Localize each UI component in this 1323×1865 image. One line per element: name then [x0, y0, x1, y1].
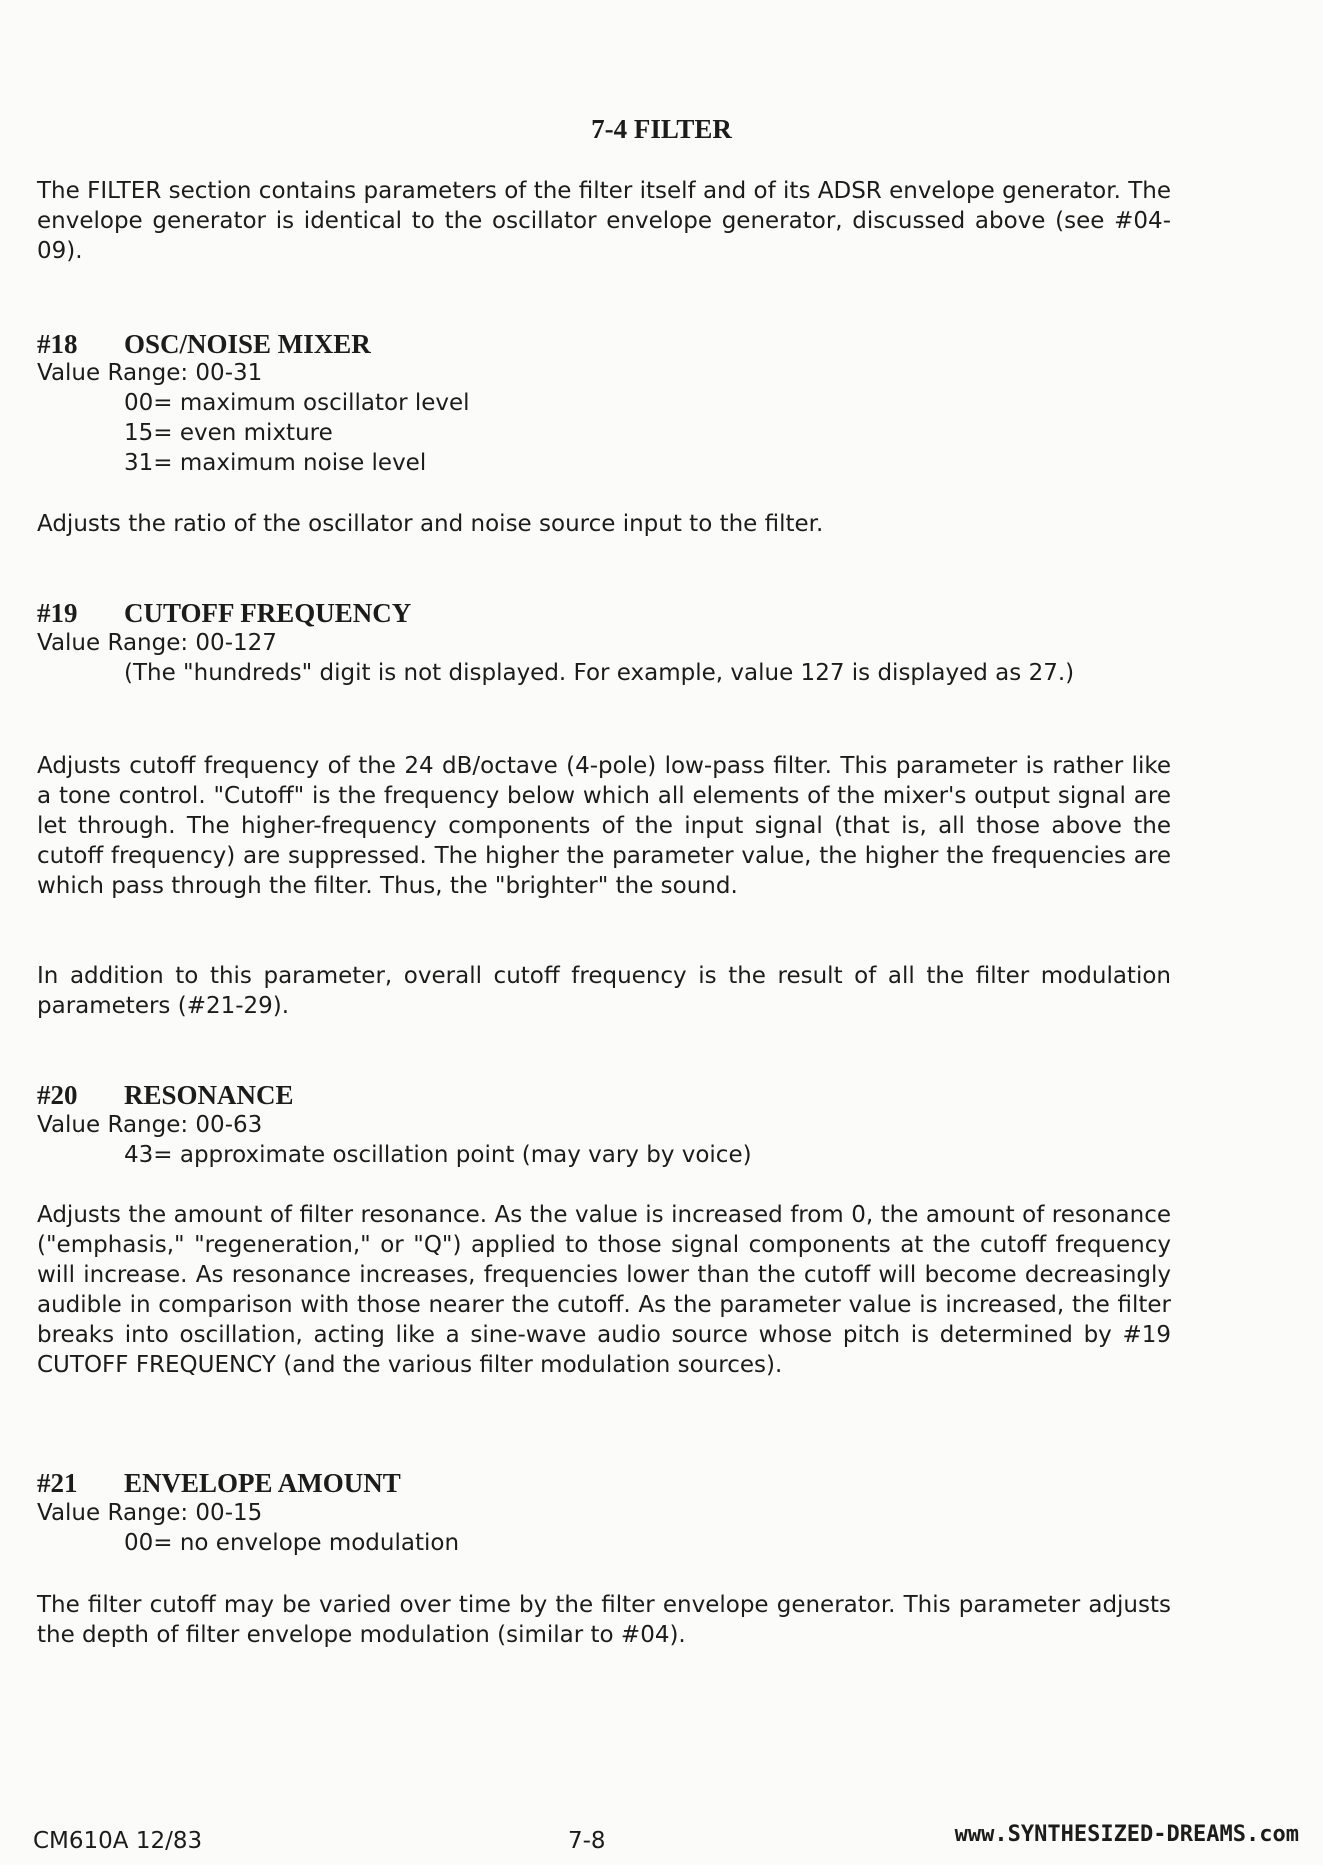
param-19-note: (The "hundreds" digit is not displayed. For example, value 127 is displayed as 27.)	[124, 660, 1075, 686]
param-name: ENVELOPE AMOUNT	[124, 1468, 401, 1498]
param-18-description: Adjusts the ratio of the oscillator and noise source input to the filter.	[37, 511, 824, 537]
param-19-value-range: Value Range: 00-127	[37, 630, 277, 656]
param-number: #20	[37, 1080, 78, 1110]
param-21-value-item: 00= no envelope modulation	[124, 1530, 460, 1556]
param-20-description: Adjusts the amount of filter resonance. As the value is increased from 0, the amount of resonance ("emphasis," "regeneration," or "Q") applied to those signal components at the cutoff frequency will increase. As resonance increases, frequencies lower than the cutoff will become decreasingly audible in comparison with those nearer the cutoff. As the parameter value is increased, the filter breaks into oscillation, acting like a sine-wave audio source whose pitch is determined by #19 CUTOFF FREQUENCY (and the various filter modulation sources).	[37, 1202, 1171, 1378]
param-21-description: The filter cutoff may be varied over time by the filter envelope generator. This parameter adjusts the depth of filter envelope modulation (similar to #04).	[37, 1592, 1171, 1648]
param-name: OSC/NOISE MIXER	[124, 329, 371, 359]
param-number: #19	[37, 598, 78, 628]
param-18-value-range: Value Range: 00-31	[37, 360, 263, 386]
param-name: RESONANCE	[124, 1080, 294, 1110]
param-21-value-range: Value Range: 00-15	[37, 1500, 263, 1526]
param-name: CUTOFF FREQUENCY	[124, 598, 412, 628]
param-18-heading	[37, 329, 371, 359]
param-19-description-2: In addition to this parameter, overall cutoff frequency is the result of all the filter modulation parameters (#21-29).	[37, 963, 1171, 1019]
param-19-description: Adjusts cutoff frequency of the 24 dB/octave (4-pole) low-pass filter. This parameter is rather like a tone control. "Cutoff" is the frequency below which all elements of the mixer's output signal are let through. The higher-frequency components of the input signal (that is, all those above the cutoff frequency) are suppressed. The higher the parameter value, the higher the frequencies are which pass through the filter. Thus, the "brighter" the sound.	[37, 753, 1171, 899]
param-20-value-range: Value Range: 00-63	[37, 1112, 263, 1138]
intro-paragraph: The FILTER section contains parameters of the filter itself and of its ADSR envelope generator. The envelope generator is identical to the oscillator envelope generator, discussed above (see #04-09).	[37, 178, 1171, 264]
param-19-heading	[37, 598, 411, 628]
section-title: 7-4 FILTER	[591, 114, 732, 144]
param-20-heading	[37, 1080, 294, 1110]
footer-doc-code: CM610A 12/83	[33, 1828, 203, 1854]
param-18-value-item: 31= maximum noise level	[124, 450, 427, 476]
footer-website: www.SYNTHESIZED-DREAMS.com	[954, 1822, 1299, 1847]
param-20-value-item: 43= approximate oscillation point (may vary by voice)	[124, 1142, 752, 1168]
param-number: #18	[37, 329, 78, 359]
param-21-heading	[37, 1468, 401, 1498]
param-18-value-item: 15= even mixture	[124, 420, 333, 446]
footer-page-number: 7-8	[568, 1828, 606, 1854]
param-18-value-item: 00= maximum oscillator level	[124, 390, 470, 416]
param-number: #21	[37, 1468, 78, 1498]
